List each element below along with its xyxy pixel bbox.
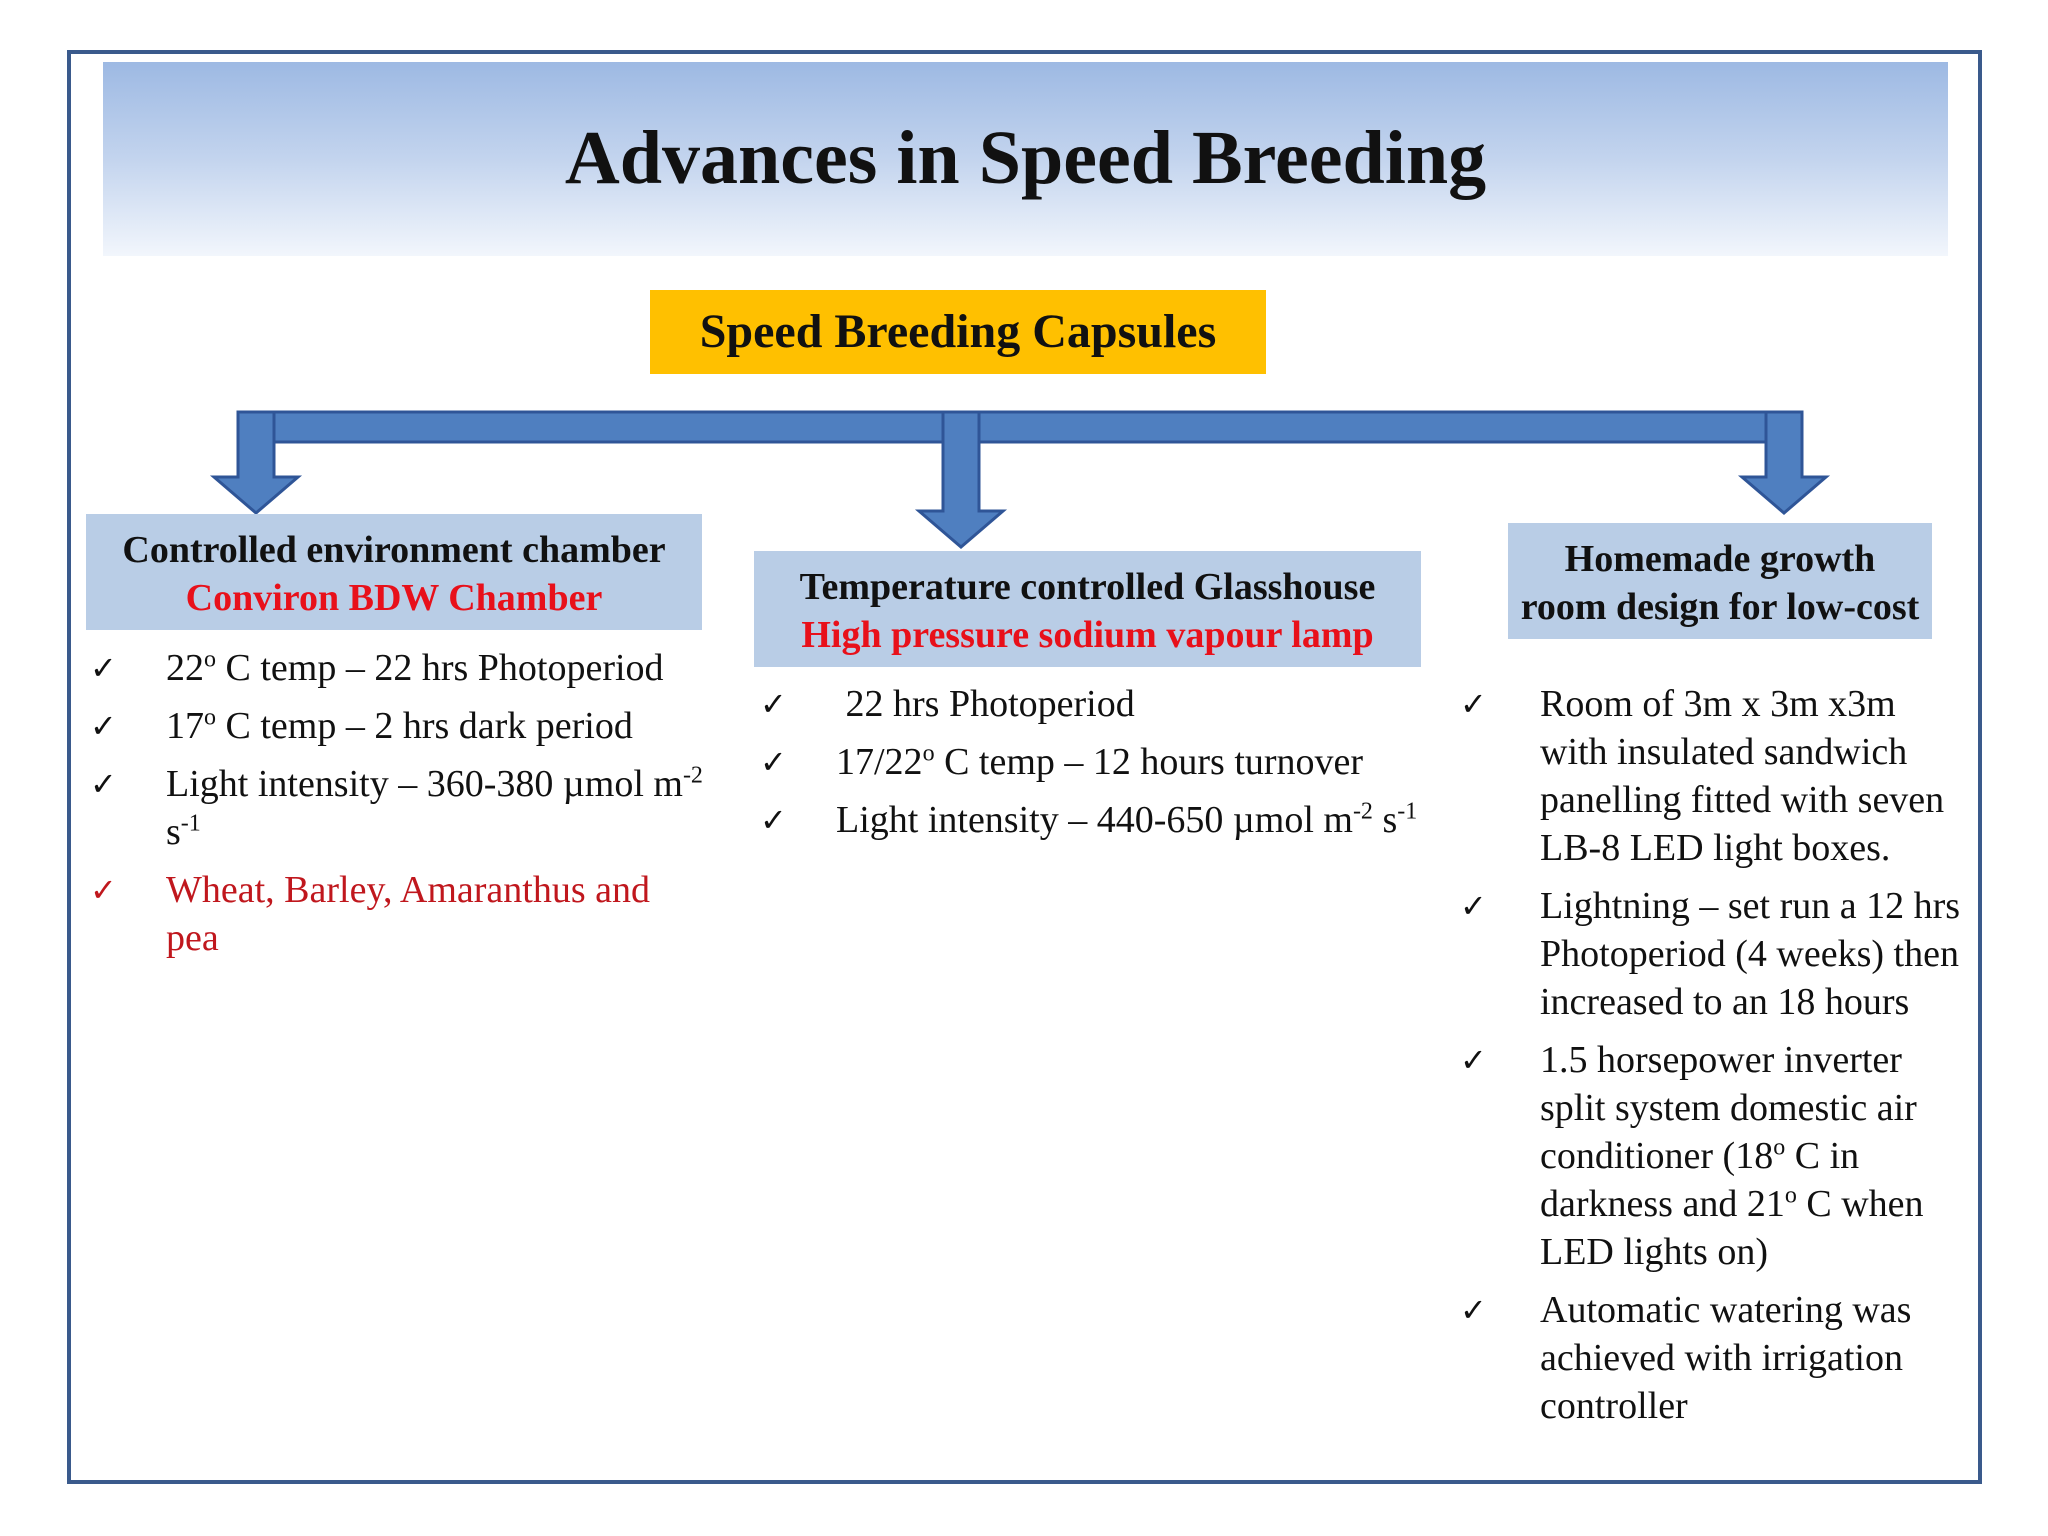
list-item: ✓ Automatic watering was achieved with irrigation controller <box>1460 1286 1970 1430</box>
list-item: ✓ 22 hrs Photoperiod <box>760 680 1430 728</box>
slide-title: Advances in Speed Breeding <box>564 116 1487 200</box>
branch-subheading: High pressure sodium vapour lamp <box>801 614 1374 656</box>
list-item: ✓ Lightning – set run a 12 hrs Photoperiod (4 weeks) then increased to an 18 hours <box>1460 882 1970 1026</box>
check-icon: ✓ <box>90 707 117 745</box>
list-item: ✓ Room of 3m x 3m x3m with insulated sandwich panelling fitted with seven LB-8 LED light boxes. <box>1460 680 1970 872</box>
branch-list-glasshouse <box>760 680 1430 854</box>
branch-heading: Homemade growth <box>1564 538 1876 580</box>
check-icon: ✓ <box>90 765 117 803</box>
branch-box-growth-room <box>1508 523 1932 639</box>
branch-heading: Controlled environment chamber <box>122 529 666 571</box>
list-item: ✓ Wheat, Barley, Amaranthus and pea <box>90 866 710 962</box>
check-icon: ✓ <box>90 871 117 909</box>
branch-box-glasshouse <box>754 551 1421 667</box>
list-item: ✓ Light intensity – 360-380 µmol $m^{-2}$ $s^{-1}$ <box>90 760 710 856</box>
branch-list-growth-room <box>1460 680 1970 1440</box>
check-icon: ✓ <box>1460 685 1487 723</box>
check-icon: ✓ <box>90 649 117 687</box>
check-icon: ✓ <box>760 801 787 839</box>
check-icon: ✓ <box>760 685 787 723</box>
branch-heading: Temperature controlled Glasshouse <box>799 566 1376 608</box>
check-icon: ✓ <box>760 743 787 781</box>
connector-bar <box>238 412 1800 442</box>
check-icon: ✓ <box>1460 1041 1487 1079</box>
check-icon: ✓ <box>1460 887 1487 925</box>
list-item: ✓ 22$^o$ C temp – 22 hrs Photoperiod <box>90 644 710 692</box>
check-icon: ✓ <box>1460 1291 1487 1329</box>
root-node: Speed Breeding Capsules <box>650 290 1266 374</box>
list-item: ✓ 17$^o$ C temp – 2 hrs dark period <box>90 702 710 750</box>
branch-box-chamber <box>86 514 702 630</box>
branch-subheading: Conviron BDW Chamber <box>185 577 603 619</box>
list-item: ✓ 17/22$^o$ C temp – 12 hours turnover <box>760 738 1430 786</box>
list-item: ✓ 1.5 horsepower inverter split system domestic air conditioner (18$^o$ C in darkness and 21$^o$ C when LED lights on) <box>1460 1036 1970 1276</box>
branch-list-chamber <box>90 644 710 972</box>
list-item: ✓ Light intensity – 440-650 µmol $m^{-2}$ $s^{-1}$ <box>760 796 1430 844</box>
branch-heading-line2: room design for low-cost <box>1520 586 1920 628</box>
